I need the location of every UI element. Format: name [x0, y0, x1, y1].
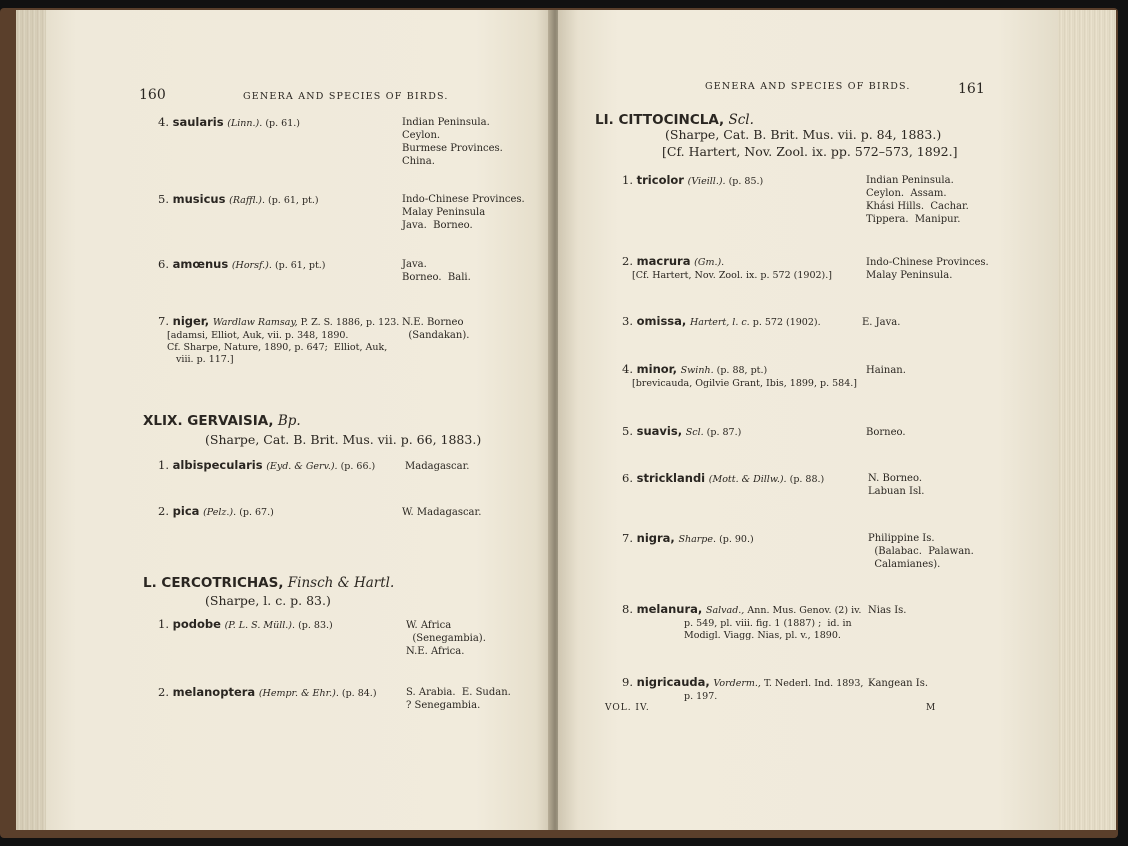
- genus-citation: (Sharpe, l. c. p. 83.): [205, 593, 331, 608]
- distribution: Indo-Chinese Provinces. Malay Peninsula.: [866, 257, 989, 281]
- distribution: Indian Peninsula. Ceylon. Assam. Khási Hills. Cachar. Tippera. Manipur.: [866, 175, 969, 225]
- distribution: Java. Borneo. Bali.: [402, 259, 471, 283]
- distribution: W. Madagascar.: [402, 507, 482, 518]
- left-page-edges: [16, 10, 46, 830]
- species-name: niger,: [172, 314, 210, 328]
- species-name: stricklandi: [636, 471, 706, 485]
- species-entry: 7. niger, Wardlaw Ramsay, P. Z. S. 1886, p. 123.: [158, 314, 400, 328]
- page-number-right: 161: [958, 81, 985, 97]
- species-name: albispecularis: [172, 458, 263, 472]
- running-head-left: GENERA AND SPECIES OF BIRDS.: [243, 91, 449, 102]
- species-entry: 4. minor, Swinh. (p. 88, pt.): [622, 362, 768, 376]
- species-name: pica: [172, 504, 200, 518]
- species-entry: 5. musicus (Raffl.). (p. 61, pt.): [158, 192, 319, 206]
- distribution: N. Borneo. Labuan Isl.: [868, 473, 925, 497]
- genus-citation: (Sharpe, Cat. B. Brit. Mus. vii. p. 84, 1883.): [665, 127, 942, 142]
- species-entry: 7. nigra, Sharpe. (p. 90.): [622, 531, 754, 545]
- species-name: nigricauda,: [636, 675, 710, 689]
- species-name: podobe: [172, 617, 221, 631]
- running-head-right: GENERA AND SPECIES OF BIRDS.: [705, 81, 911, 92]
- genus-heading: XLIX. GERVAISIA, Bp.: [143, 413, 301, 429]
- synonym-note: [Cf. Hartert, Nov. Zool. ix. p. 572 (1902).]: [632, 270, 832, 281]
- distribution: E. Java.: [862, 317, 901, 328]
- species-name: omissa,: [636, 314, 687, 328]
- distribution: Kangean Is.: [868, 678, 929, 689]
- synonym-note: p. 197.: [684, 691, 718, 702]
- species-entry: 8. melanura, Salvad., Ann. Mus. Genov. (2) iv.: [622, 602, 862, 616]
- species-entry: 6. stricklandi (Mott. & Dillw.). (p. 88.): [622, 471, 825, 485]
- species-entry: 4. saularis (Linn.). (p. 61.): [158, 115, 300, 129]
- genus-citation: (Sharpe, Cat. B. Brit. Mus. vii. p. 66, 1883.): [205, 432, 482, 447]
- synonym-note: p. 549, pl. viii. fig. 1 (1887) ; id. in Modigl. Viagg. Nias, pl. v., 1890.: [684, 618, 852, 641]
- distribution: Hainan.: [866, 365, 906, 376]
- species-entry: 1. albispecularis (Eyd. & Gerv.). (p. 66.): [158, 458, 376, 472]
- signature-mark: M: [926, 703, 937, 713]
- synonym-note: [adamsi, Elliot, Auk, vii. p. 348, 1890. Cf. Sharpe, Nature, 1890, p. 647; Elliot, Auk, viii. p. 117.]: [167, 330, 388, 365]
- synonym-note: [brevicauda, Ogilvie Grant, Ibis, 1899, p. 584.]: [632, 378, 857, 389]
- species-name: minor,: [636, 362, 678, 376]
- right-page-edges: [1058, 10, 1116, 830]
- species-name: melanoptera: [172, 685, 256, 699]
- species-name: musicus: [172, 192, 226, 206]
- species-entry: 9. nigricauda, Vorderm., T. Nederl. Ind. 1893,: [622, 675, 864, 689]
- species-name: nigra,: [636, 531, 675, 545]
- species-entry: 1. podobe (P. L. S. Müll.). (p. 83.): [158, 617, 333, 631]
- distribution: Borneo.: [866, 427, 906, 438]
- species-name: tricolor: [636, 173, 684, 187]
- species-name: melanura,: [636, 602, 703, 616]
- genus-heading: L. CERCOTRICHAS, Finsch & Hartl.: [143, 575, 395, 591]
- species-entry: 2. pica (Pelz.). (p. 67.): [158, 504, 274, 518]
- species-entry: 5. suavis, Scl. (p. 87.): [622, 424, 742, 438]
- species-name: amœnus: [172, 257, 229, 271]
- species-entry: 1. tricolor (Vieill.). (p. 85.): [622, 173, 764, 187]
- species-entry: 2. melanoptera (Hempr. & Ehr.). (p. 84.): [158, 685, 377, 699]
- species-entry: 2. macrura (Gm.).: [622, 254, 725, 268]
- distribution: Philippine Is. (Balabac. Palawan. Calamianes).: [868, 533, 974, 570]
- species-name: macrura: [636, 254, 691, 268]
- distribution: Nias Is.: [868, 605, 907, 616]
- distribution: Indian Peninsula. Ceylon. Burmese Provinces. China.: [402, 117, 503, 167]
- signature-volume: VOL. IV.: [605, 703, 650, 713]
- species-entry: 3. omissa, Hartert, l. c. p. 572 (1902).: [622, 314, 821, 328]
- page-number-left: 160: [139, 87, 166, 103]
- species-name: saularis: [172, 115, 224, 129]
- genus-heading: LI. CITTOCINCLA, Scl.: [595, 112, 754, 128]
- distribution: N.E. Borneo (Sandakan).: [402, 317, 470, 341]
- distribution: Indo-Chinese Provinces. Malay Peninsula Java. Borneo.: [402, 194, 525, 231]
- species-entry: 6. amœnus (Horsf.). (p. 61, pt.): [158, 257, 326, 271]
- distribution: S. Arabia. E. Sudan. ? Senegambia.: [406, 687, 511, 711]
- distribution: Madagascar.: [405, 461, 470, 472]
- distribution: W. Africa (Senegambia). N.E. Africa.: [406, 620, 486, 657]
- species-name: suavis,: [636, 424, 683, 438]
- genus-note: [Cf. Hartert, Nov. Zool. ix. pp. 572–573, 1892.]: [662, 144, 958, 159]
